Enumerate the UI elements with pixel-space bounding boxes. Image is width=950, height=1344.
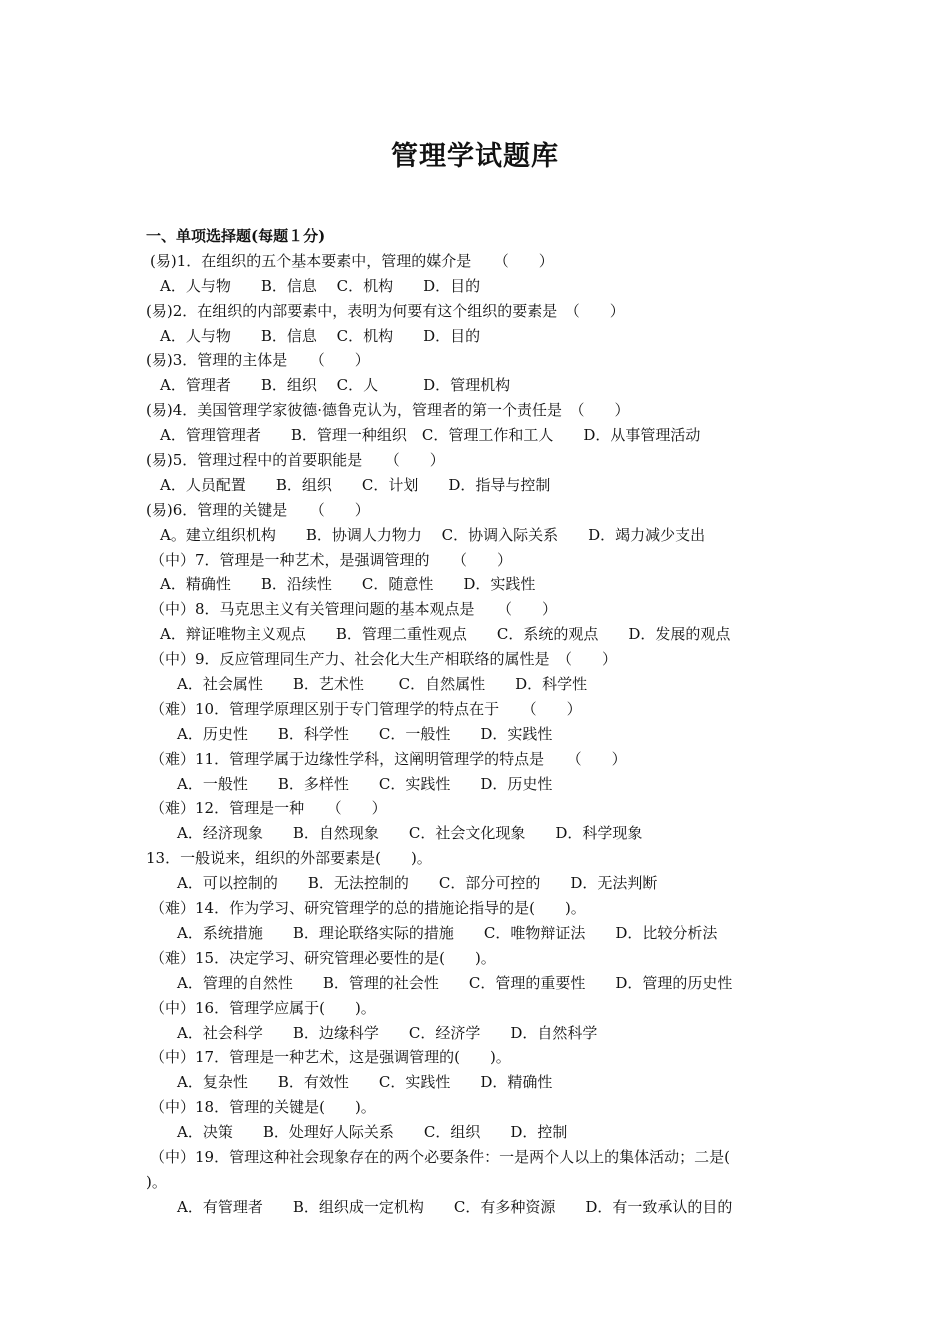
question-text: （中）17．管理是一种艺术，这是强调管理的( )。 [150, 1048, 511, 1067]
answer-options: A．人与物 B．信息 C．机构 D．目的 [160, 276, 481, 295]
question-text: （难）11．管理学属于边缘性学科，这阐明管理学的特点是 （ ） [150, 749, 627, 768]
question-text: (易)4．美国管理学家彼德·德鲁克认为，管理者的第一个责任是 （ ） [146, 401, 630, 420]
answer-options: A．复杂性 B．有效性 C．实践性 D．精确性 [177, 1073, 553, 1092]
question-text: （难）12．管理是一种 （ ） [150, 799, 387, 818]
answer-options: A．决策 B．处理好人际关系 C．组织 D．控制 [177, 1123, 568, 1142]
question-list [146, 224, 826, 1220]
section-heading: 一、单项选择题(每题１分) [146, 227, 326, 245]
answer-options: A．历史性 B．科学性 C．一般性 D．实践性 [177, 724, 553, 743]
question-text: （中）19．管理这种社会现象存在的两个必要条件：一是两个人以上的集体活动；二是( [150, 1147, 730, 1166]
question-text: （中）9．反应管理同生产力、社会化大生产相联络的属性是 （ ） [150, 650, 618, 669]
question-text: （中）7．管理是一种艺术，是强调管理的 （ ） [150, 550, 513, 569]
question-text: （难）14．作为学习、研究管理学的总的措施论指导的是( )。 [150, 899, 586, 918]
question-text: )。 [146, 1172, 167, 1191]
answer-options: A．管理管理者 B．管理一种组织 C．管理工作和工人 D．从事管理活动 [160, 426, 701, 445]
question-text: （难）15．决定学习、研究管理必要性的是( )。 [150, 948, 496, 967]
answer-options: A．管理者 B．组织 C．人 D．管理机构 [160, 376, 511, 395]
question-text: (易)6．管理的关键是 （ ） [146, 500, 370, 519]
answer-options: A．可以控制的 B．无法控制的 C．部分可控的 D．无法判断 [177, 874, 658, 893]
question-lines [146, 249, 826, 1220]
answer-options: A．一般性 B．多样性 C．实践性 D．历史性 [177, 774, 553, 793]
answer-options: A．社会属性 B．艺术性 C．自然属性 D．科学性 [177, 675, 588, 694]
answer-options: A．精确性 B．沿续性 C．随意性 D．实践性 [160, 575, 536, 594]
answer-options: A．人与物 B．信息 C．机构 D．目的 [160, 326, 481, 345]
question-text: （难）10．管理学原理区别于专门管理学的特点在于 （ ） [150, 699, 582, 718]
question-text: （中）16．管理学应属于( )。 [150, 998, 376, 1017]
question-text: (易)3．管理的主体是 （ ） [146, 351, 370, 370]
answer-options: A．人员配置 B．组织 C．计划 D．指导与控制 [160, 475, 551, 494]
question-text: （中）18．管理的关键是( )。 [150, 1098, 376, 1117]
question-text: 13．一般说来，组织的外部要素是( )。 [146, 849, 432, 868]
answer-options: A．有管理者 B．组织成一定机构 C．有多种资源 D．有一致承认的目的 [177, 1197, 733, 1216]
question-text: (易)1．在组织的五个基本要素中，管理的媒介是 （ ） [150, 251, 554, 270]
question-text: (易)2．在组织的内部要素中，表明为何要有这个组织的要素是 （ ） [146, 301, 625, 320]
answer-options: A．辩证唯物主义观点 B．管理二重性观点 C．系统的观点 D．发展的观点 [160, 625, 731, 644]
question-text: （中）8．马克思主义有关管理问题的基本观点是 （ ） [150, 600, 558, 619]
question-text: (易)5．管理过程中的首要职能是 （ ） [146, 451, 445, 470]
answer-options: A。建立组织机构 B．协调人力物力 C．协调入际关系 D．竭力减少支出 [160, 525, 706, 544]
page-title: 管理学试题库 [391, 141, 559, 172]
answer-options: A．经济现象 B．自然现象 C．社会文化现象 D．科学现象 [177, 824, 643, 843]
answer-options: A．社会科学 B．边缘科学 C．经济学 D．自然科学 [177, 1023, 598, 1042]
answer-options: A．系统措施 B．理论联络实际的措施 C．唯物辩证法 D．比较分析法 [177, 923, 718, 942]
answer-options: A．管理的自然性 B．管理的社会性 C．管理的重要性 D．管理的历史性 [177, 973, 733, 992]
